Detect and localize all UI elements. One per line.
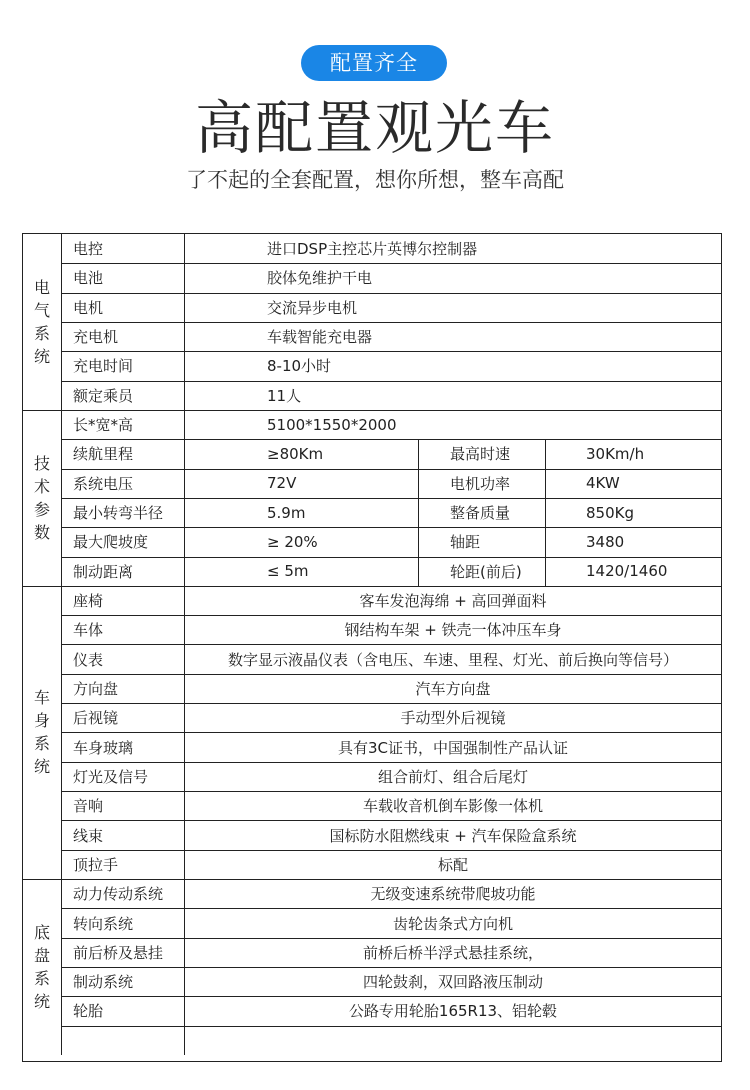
spec-label: 最大爬坡度 [73,533,149,552]
spec-value: 手动型外后视镜 [400,709,506,728]
spec-label: 额定乘员 [73,386,134,405]
spec-value: 车载收音机倒车影像一体机 [362,797,543,816]
spec-label: 整备质量 [450,504,511,523]
spec-value: 车载智能充电器 [267,328,373,347]
spec-label: 座椅 [73,591,104,610]
spec-label: 轮距(前后) [450,562,522,581]
spec-label: 轮胎 [73,1002,104,1021]
spec-label: 充电时间 [73,357,134,376]
spec-label: 电机功率 [450,474,511,493]
spec-value: 无级变速系统带爬坡功能 [370,885,536,904]
spec-value: 进口DSP主控芯片英博尔控制器 [267,240,478,259]
spec-label: 车身玻璃 [73,738,134,757]
spec-value: 组合前灯、组合后尾灯 [377,767,528,786]
spec-value: ≤ 5m [267,562,309,581]
spec-value: 数字显示液晶仪表（含电压、车速、里程、灯光、前后换向等信号） [227,650,678,669]
spec-value: 11人 [267,386,302,405]
section-label [23,234,61,410]
spec-value: 3480 [586,532,625,551]
section-label-text: 车身系统 [33,688,50,777]
spec-value: 具有3C证书，中国强制性产品认证 [337,738,569,757]
spec-label: 系统电压 [73,474,134,493]
spec-label: 电控 [73,240,104,259]
spec-label: 最高时速 [450,445,511,464]
spec-value: 8-10小时 [267,357,332,376]
spec-label: 线束 [73,826,104,845]
spec-label: 音响 [73,797,104,816]
spec-value: 5100*1550*2000 [267,415,397,434]
spec-label: 轴距 [450,533,481,552]
spec-label: 顶拉手 [73,855,119,874]
spec-value: 客车发泡海绵 + 高回弹面料 [359,591,547,610]
section-label [23,879,61,1055]
spec-value: 钢结构车架 + 铁壳一体冲压车身 [344,621,562,640]
spec-value: 72V [267,474,297,493]
spec-value: 850Kg [586,503,634,522]
section-label-text: 底盘系统 [33,922,50,1011]
spec-label: 前后桥及悬挂 [73,943,164,962]
spec-label: 灯光及信号 [73,767,149,786]
spec-label: 电机 [73,298,104,317]
spec-value: 4KW [586,474,620,493]
spec-value: 标配 [437,855,468,874]
spec-label: 制动距离 [73,562,134,581]
spec-value: ≥80Km [267,444,324,463]
spec-label: 后视镜 [73,709,119,728]
spec-value: 交流异步电机 [267,298,358,317]
spec-value: 四轮鼓刹，双回路液压制动 [362,973,543,992]
spec-label: 充电机 [73,328,119,347]
spec-label: 续航里程 [73,445,134,464]
spec-label: 方向盘 [73,679,119,698]
spec-label: 车体 [73,621,104,640]
spec-value: 齿轮齿条式方向机 [392,914,513,933]
section-label-text: 电气系统 [33,277,50,366]
spec-label [62,1026,184,1055]
spec-value: 前桥后桥半浮式悬挂系统， [362,943,543,962]
section-label-text: 技术参数 [33,453,50,542]
spec-label: 最小转弯半径 [73,504,164,523]
spec-value: ≥ 20% [267,532,318,551]
spec-value: 汽车方向盘 [415,679,491,698]
spec-label: 制动系统 [73,973,134,992]
spec-label: 转向系统 [73,914,134,933]
section-label [23,586,61,879]
spec-value: 1420/1460 [586,562,668,581]
section-label [23,410,61,586]
spec-label: 电池 [73,269,104,288]
spec-value: 公路专用轮胎165R13、铝轮毂 [348,1002,558,1021]
spec-label: 仪表 [73,650,104,669]
page-title: 高配置观光车 [194,94,555,162]
spec-label: 动力传动系统 [73,885,164,904]
spec-label: 长*宽*高 [73,416,134,435]
spec-value: 30Km/h [586,444,645,463]
spec-value: 国标防水阻燃线束 + 汽车保险盒系统 [329,826,577,845]
page-subtitle: 了不起的全套配置，想你所想，整车高配 [186,168,564,192]
spec-value: 5.9m [267,503,306,522]
spec-value: 胶体免维护干电 [267,269,373,288]
badge: 配置齐全 [301,45,447,81]
spec-table [22,233,722,1062]
spec-value [185,1026,721,1055]
